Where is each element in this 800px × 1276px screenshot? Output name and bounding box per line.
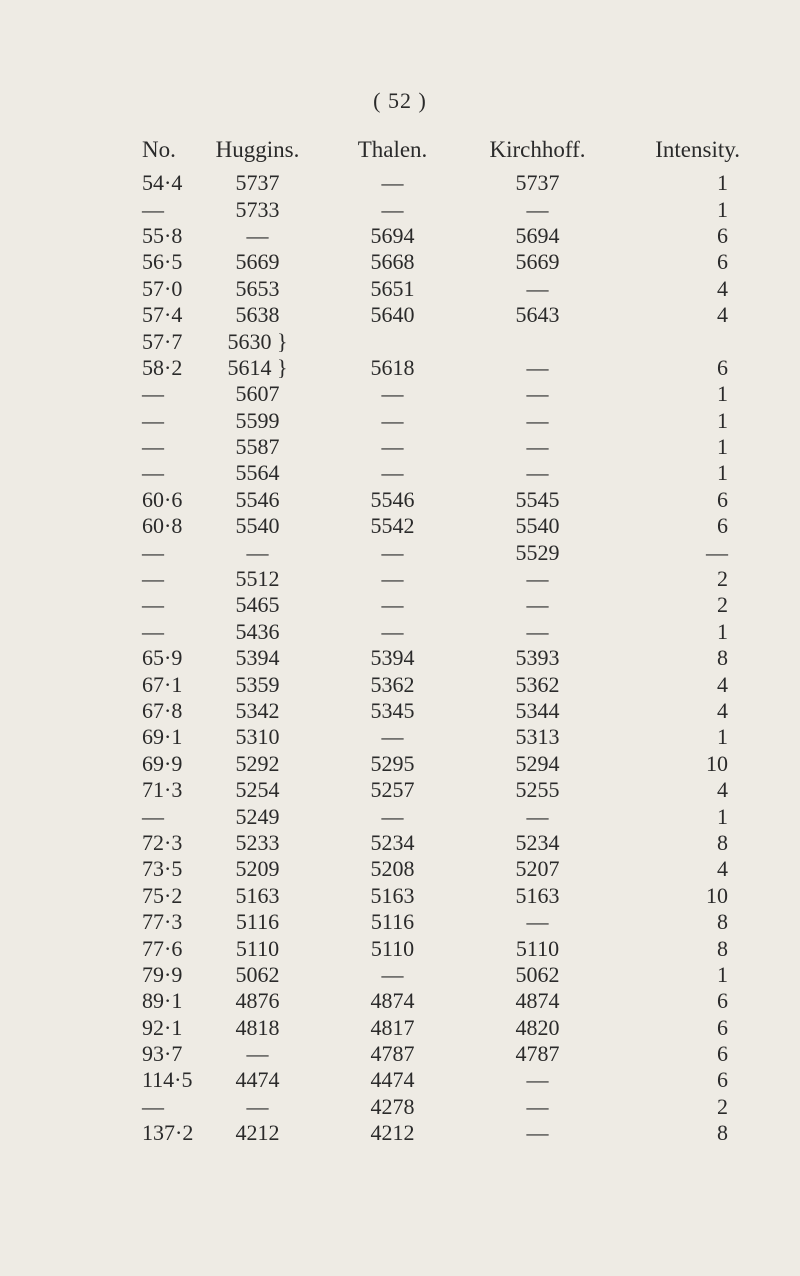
cell-no: — bbox=[142, 618, 164, 644]
cell-no: — bbox=[142, 592, 164, 618]
cell-no: 69·1 bbox=[142, 724, 183, 750]
cell-no: 57·4 bbox=[142, 302, 183, 328]
cell-intensity: 6 bbox=[717, 1067, 728, 1093]
table-body bbox=[120, 170, 740, 1146]
cell-kirchhoff: — bbox=[526, 1120, 549, 1146]
cell-thalen: — bbox=[381, 460, 404, 486]
spectral-lines-table bbox=[120, 130, 740, 1146]
cell-intensity: 1 bbox=[717, 618, 728, 644]
cell-huggins: 5465 bbox=[235, 592, 280, 618]
cell-kirchhoff: — bbox=[526, 1067, 549, 1093]
cell-thalen: 5116 bbox=[370, 909, 415, 935]
cell-intensity: 6 bbox=[717, 513, 728, 539]
cell-intensity: 8 bbox=[717, 1120, 728, 1146]
cell-thalen: 5208 bbox=[370, 856, 415, 882]
cell-no: 60·8 bbox=[142, 513, 183, 539]
cell-kirchhoff: — bbox=[526, 618, 549, 644]
cell-thalen: 5257 bbox=[370, 777, 415, 803]
cell-thalen: 4874 bbox=[370, 988, 415, 1014]
cell-huggins: 4876 bbox=[235, 988, 280, 1014]
table-row bbox=[120, 381, 740, 407]
cell-huggins: — bbox=[246, 1041, 269, 1067]
cell-no: 73·5 bbox=[142, 856, 183, 882]
cell-intensity: 8 bbox=[717, 645, 728, 671]
cell-huggins: 5653 bbox=[235, 275, 280, 301]
cell-intensity: 1 bbox=[717, 381, 728, 407]
cell-kirchhoff: 5393 bbox=[515, 645, 560, 671]
cell-intensity: 4 bbox=[717, 856, 728, 882]
cell-huggins: 5546 bbox=[235, 486, 280, 512]
cell-thalen: 5295 bbox=[370, 750, 415, 776]
header-no: No. bbox=[142, 137, 176, 162]
table-row bbox=[120, 777, 740, 803]
cell-thalen: — bbox=[381, 618, 404, 644]
cell-thalen: — bbox=[381, 724, 404, 750]
table-row bbox=[120, 909, 740, 935]
cell-thalen bbox=[325, 328, 460, 354]
cell-kirchhoff: 5313 bbox=[515, 724, 560, 750]
cell-thalen: 4474 bbox=[370, 1067, 415, 1093]
cell-thalen: — bbox=[381, 592, 404, 618]
cell-kirchhoff: 5669 bbox=[515, 249, 560, 275]
cell-kirchhoff: — bbox=[526, 460, 549, 486]
cell-intensity: 1 bbox=[717, 170, 728, 196]
cell-thalen: 5668 bbox=[370, 249, 415, 275]
table-row bbox=[120, 1120, 740, 1146]
cell-intensity: 4 bbox=[717, 275, 728, 301]
cell-huggins: 5062 bbox=[235, 961, 280, 987]
cell-thalen: — bbox=[381, 196, 404, 222]
header-huggins: Huggins. bbox=[215, 137, 300, 162]
page-number: ( 52 ) bbox=[373, 88, 427, 113]
cell-intensity: 1 bbox=[717, 407, 728, 433]
cell-no: 67·1 bbox=[142, 671, 183, 697]
cell-thalen: 5345 bbox=[370, 698, 415, 723]
cell-no: 77·6 bbox=[142, 935, 183, 961]
cell-huggins: 5669 bbox=[235, 249, 280, 275]
table-row bbox=[120, 619, 740, 645]
cell-kirchhoff: 5255 bbox=[515, 777, 560, 803]
cell-thalen: 4817 bbox=[370, 1014, 415, 1040]
table-row bbox=[120, 513, 740, 539]
cell-no: 77·3 bbox=[142, 909, 183, 935]
cell-huggins: 4212 bbox=[235, 1120, 280, 1146]
cell-thalen: 5362 bbox=[370, 671, 415, 697]
cell-kirchhoff: 4787 bbox=[515, 1041, 560, 1067]
cell-no: 69·9 bbox=[142, 750, 183, 776]
cell-no: — bbox=[142, 434, 164, 460]
cell-thalen: 5694 bbox=[370, 222, 415, 248]
cell-no: 72·3 bbox=[142, 829, 183, 855]
cell-huggins: 5737 bbox=[235, 170, 280, 196]
cell-thalen: 5546 bbox=[370, 486, 415, 512]
cell-kirchhoff: 5344 bbox=[515, 698, 560, 723]
cell-huggins: 5436 bbox=[235, 618, 280, 644]
table-row bbox=[120, 935, 740, 961]
table-row bbox=[120, 645, 740, 671]
table-row bbox=[120, 539, 740, 565]
cell-no: 79·9 bbox=[142, 961, 183, 987]
cell-huggins: 5599 bbox=[235, 407, 280, 433]
cell-thalen: 4278 bbox=[370, 1093, 415, 1119]
cell-no: 114·5 bbox=[142, 1067, 193, 1093]
cell-thalen: 5163 bbox=[370, 882, 415, 908]
cell-intensity: 10 bbox=[706, 750, 728, 776]
cell-thalen: 4212 bbox=[370, 1120, 415, 1146]
cell-huggins: 5233 bbox=[235, 829, 280, 855]
cell-intensity: 6 bbox=[717, 486, 728, 512]
cell-no: 137·2 bbox=[142, 1120, 194, 1146]
cell-intensity: 1 bbox=[717, 803, 728, 829]
table-row bbox=[120, 988, 740, 1014]
cell-kirchhoff: — bbox=[526, 1093, 549, 1119]
cell-huggins: 4818 bbox=[235, 1014, 280, 1040]
table-row bbox=[120, 302, 740, 328]
cell-thalen: — bbox=[381, 434, 404, 460]
table-row bbox=[120, 1041, 740, 1067]
cell-no: — bbox=[142, 566, 164, 592]
cell-no: 92·1 bbox=[142, 1014, 183, 1040]
cell-huggins: 5359 bbox=[235, 671, 280, 697]
header-thalen: Thalen. bbox=[357, 137, 428, 162]
cell-intensity: 8 bbox=[717, 829, 728, 855]
cell-no: — bbox=[142, 381, 164, 407]
cell-no: — bbox=[142, 539, 164, 565]
cell-huggins: — bbox=[246, 222, 269, 248]
cell-huggins: 5512 bbox=[235, 566, 280, 592]
table-row bbox=[120, 1094, 740, 1120]
header-intensity: Intensity. bbox=[655, 137, 740, 162]
cell-kirchhoff: 5529 bbox=[515, 539, 560, 565]
cell-intensity: 6 bbox=[717, 1014, 728, 1040]
cell-kirchhoff: 4820 bbox=[515, 1014, 560, 1040]
cell-kirchhoff: 5163 bbox=[515, 882, 560, 908]
cell-intensity: 6 bbox=[717, 222, 728, 248]
cell-thalen: 4787 bbox=[370, 1041, 415, 1067]
cell-kirchhoff: — bbox=[526, 354, 549, 380]
cell-thalen: 5234 bbox=[370, 829, 415, 855]
cell-intensity: 1 bbox=[717, 434, 728, 460]
cell-huggins: 5254 bbox=[235, 777, 280, 803]
cell-no: 60·6 bbox=[142, 486, 183, 512]
cell-kirchhoff: — bbox=[526, 196, 549, 222]
table-row bbox=[120, 223, 740, 249]
table-row bbox=[120, 962, 740, 988]
cell-no: 57·7 bbox=[142, 328, 183, 354]
cell-intensity: 6 bbox=[717, 988, 728, 1014]
cell-intensity bbox=[615, 328, 740, 354]
cell-no: 54·4 bbox=[142, 170, 183, 196]
cell-thalen: — bbox=[381, 170, 404, 196]
table-row bbox=[120, 487, 740, 513]
cell-kirchhoff: 5694 bbox=[515, 222, 560, 248]
cell-no: 57·0 bbox=[142, 275, 183, 301]
cell-intensity: 1 bbox=[717, 460, 728, 486]
cell-thalen: — bbox=[381, 539, 404, 565]
cell-huggins: 5342 bbox=[235, 698, 280, 723]
cell-thalen: — bbox=[381, 803, 404, 829]
table-row bbox=[120, 196, 740, 222]
cell-no: 55·8 bbox=[142, 222, 183, 248]
table-row bbox=[120, 276, 740, 302]
cell-no: 67·8 bbox=[142, 698, 183, 723]
cell-no: 93·7 bbox=[142, 1041, 183, 1067]
cell-kirchhoff: 5207 bbox=[515, 856, 560, 882]
cell-intensity: — bbox=[706, 539, 728, 565]
table-row bbox=[120, 856, 740, 882]
cell-kirchhoff: 5294 bbox=[515, 750, 560, 776]
cell-intensity: 6 bbox=[717, 354, 728, 380]
table-row bbox=[120, 592, 740, 618]
table-row bbox=[120, 883, 740, 909]
cell-intensity: 1 bbox=[717, 961, 728, 987]
cell-thalen: 5618 bbox=[370, 354, 415, 380]
cell-thalen: — bbox=[381, 381, 404, 407]
cell-huggins: 4474 bbox=[235, 1067, 280, 1093]
cell-thalen: 5651 bbox=[370, 275, 415, 301]
cell-kirchhoff: — bbox=[526, 803, 549, 829]
cell-huggins: 5292 bbox=[235, 750, 280, 776]
table-row bbox=[120, 671, 740, 697]
cell-kirchhoff bbox=[460, 328, 615, 354]
cell-huggins: — bbox=[246, 1093, 269, 1119]
cell-intensity: 6 bbox=[717, 249, 728, 275]
cell-intensity: 1 bbox=[717, 724, 728, 750]
cell-no: 75·2 bbox=[142, 882, 183, 908]
cell-intensity: 2 bbox=[717, 1093, 728, 1119]
cell-kirchhoff: 5737 bbox=[515, 170, 560, 196]
table-row bbox=[120, 1067, 740, 1093]
table-row bbox=[120, 698, 740, 724]
cell-intensity: 4 bbox=[717, 302, 728, 328]
cell-kirchhoff: 5110 bbox=[515, 935, 560, 961]
cell-kirchhoff: 5234 bbox=[515, 829, 560, 855]
table-row bbox=[120, 460, 740, 486]
table-row bbox=[120, 724, 740, 750]
cell-huggins: 5116 bbox=[235, 909, 280, 935]
cell-huggins: — bbox=[246, 539, 269, 565]
cell-thalen: — bbox=[381, 407, 404, 433]
table-row bbox=[120, 566, 740, 592]
cell-intensity: 4 bbox=[717, 671, 728, 697]
cell-thalen: 5542 bbox=[370, 513, 415, 539]
cell-huggins: 5394 bbox=[235, 645, 280, 671]
cell-huggins: 5310 bbox=[235, 724, 280, 750]
cell-intensity: 6 bbox=[717, 1041, 728, 1067]
cell-no: 89·1 bbox=[142, 988, 183, 1014]
cell-kirchhoff: 5540 bbox=[515, 513, 560, 539]
cell-no: 58·2 bbox=[142, 354, 183, 380]
cell-huggins: 5733 bbox=[235, 196, 280, 222]
cell-no: — bbox=[142, 460, 164, 486]
cell-huggins: 5630 } bbox=[227, 328, 288, 354]
table-row bbox=[120, 1015, 740, 1041]
cell-intensity: 1 bbox=[717, 196, 728, 222]
cell-huggins: 5564 bbox=[235, 460, 280, 486]
cell-kirchhoff: 5545 bbox=[515, 486, 560, 512]
cell-huggins: 5110 bbox=[235, 935, 280, 961]
table-row bbox=[120, 328, 740, 354]
header-kirchhoff: Kirchhoff. bbox=[489, 137, 586, 162]
table-header-row bbox=[120, 130, 740, 170]
cell-kirchhoff: — bbox=[526, 566, 549, 592]
table-row bbox=[120, 408, 740, 434]
cell-kirchhoff: 5643 bbox=[515, 302, 560, 328]
cell-thalen: 5394 bbox=[370, 645, 415, 671]
cell-intensity: 8 bbox=[717, 909, 728, 935]
cell-thalen: 5640 bbox=[370, 302, 415, 328]
cell-kirchhoff: — bbox=[526, 275, 549, 301]
cell-huggins: 5209 bbox=[235, 856, 280, 882]
cell-intensity: 4 bbox=[717, 698, 728, 723]
cell-huggins: 5587 bbox=[235, 434, 280, 460]
cell-kirchhoff: — bbox=[526, 381, 549, 407]
cell-kirchhoff: 5062 bbox=[515, 961, 560, 987]
cell-intensity: 2 bbox=[717, 566, 728, 592]
cell-huggins: 5607 bbox=[235, 381, 280, 407]
cell-huggins: 5614 } bbox=[227, 354, 288, 380]
cell-no: — bbox=[142, 407, 164, 433]
cell-huggins: 5163 bbox=[235, 882, 280, 908]
cell-kirchhoff: — bbox=[526, 434, 549, 460]
cell-huggins: 5540 bbox=[235, 513, 280, 539]
cell-huggins: 5249 bbox=[235, 803, 280, 829]
cell-kirchhoff: — bbox=[526, 909, 549, 935]
cell-intensity: 4 bbox=[717, 777, 728, 803]
cell-kirchhoff: — bbox=[526, 592, 549, 618]
cell-intensity: 8 bbox=[717, 935, 728, 961]
cell-intensity: 10 bbox=[706, 882, 728, 908]
cell-kirchhoff: 5362 bbox=[515, 671, 560, 697]
table-row bbox=[120, 830, 740, 856]
cell-intensity: 2 bbox=[717, 592, 728, 618]
cell-no: 65·9 bbox=[142, 645, 183, 671]
cell-no: — bbox=[142, 1093, 164, 1119]
table-row bbox=[120, 249, 740, 275]
table-row bbox=[120, 170, 740, 196]
table-row bbox=[120, 355, 740, 381]
cell-kirchhoff: — bbox=[526, 407, 549, 433]
cell-thalen: 5110 bbox=[370, 935, 415, 961]
table-row bbox=[120, 434, 740, 460]
cell-no: 71·3 bbox=[142, 777, 183, 803]
cell-thalen: — bbox=[381, 961, 404, 987]
table-row bbox=[120, 803, 740, 829]
cell-no: — bbox=[142, 803, 164, 829]
cell-no: — bbox=[142, 196, 164, 222]
cell-huggins: 5638 bbox=[235, 302, 280, 328]
cell-no: 56·5 bbox=[142, 249, 183, 275]
cell-kirchhoff: 4874 bbox=[515, 988, 560, 1014]
cell-thalen: — bbox=[381, 566, 404, 592]
table-row bbox=[120, 751, 740, 777]
